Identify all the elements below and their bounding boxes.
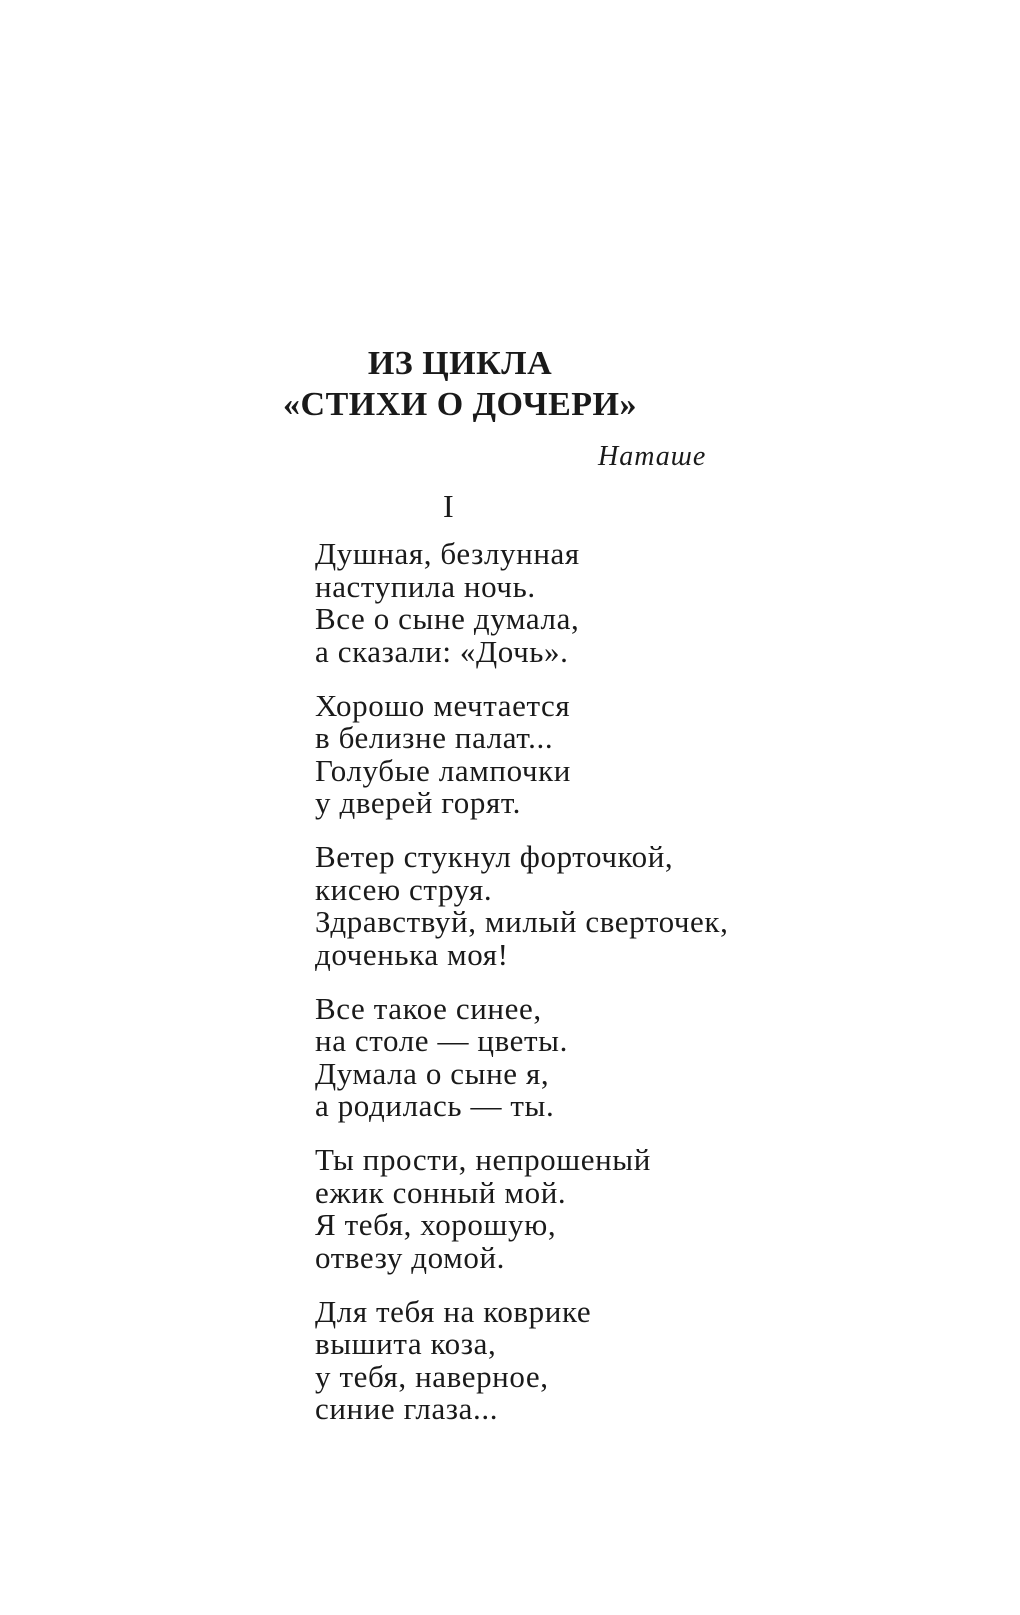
poem-line: а родилась — ты.	[315, 1088, 555, 1123]
poem-line: Душная, безлунная	[315, 536, 580, 571]
poem-line: у тебя, наверное,	[315, 1358, 549, 1394]
poem-line: Голубые лампочки	[315, 752, 571, 788]
poem-line: кисею струя.	[315, 871, 493, 907]
poem-line: Здравствуй, милый сверточек,	[315, 904, 729, 939]
poem-line: доченька моя!	[315, 936, 509, 972]
poem-line: Все такое синее,	[315, 990, 542, 1026]
title-line-1: ИЗ ЦИКЛА	[367, 345, 553, 382]
stanza	[315, 687, 995, 820]
title-line-2: «СТИХИ О ДОЧЕРИ»	[283, 386, 637, 423]
poem-line: отвезу домой.	[315, 1239, 506, 1275]
poem-line: у дверей горят.	[315, 785, 522, 820]
poem-line: а сказали: «Дочь».	[315, 633, 569, 669]
poem-cycle-title	[0, 343, 920, 425]
section-number: I	[443, 488, 454, 524]
poem-line: Ветер стукнул форточкой,	[315, 839, 674, 874]
poem-line: Для тебя на коврике	[315, 1293, 592, 1329]
poem-line: ежик сонный мой.	[315, 1174, 567, 1210]
poem-line: вышита коза,	[315, 1326, 497, 1361]
poem-line: Хорошо мечтается	[315, 687, 571, 723]
poem-line: Думала о сыне я,	[315, 1055, 550, 1091]
stanza	[315, 538, 995, 668]
stanza	[315, 990, 995, 1123]
stanza	[315, 1144, 995, 1274]
poem-line: наступила ночь.	[315, 568, 536, 604]
poem-line: синие глаза...	[315, 1391, 499, 1426]
poem-line: Я тебя, хорошую,	[315, 1207, 557, 1242]
poem-line: на столе — цветы.	[315, 1023, 568, 1058]
stanza	[315, 841, 995, 971]
poem-line: Ты прости, непрошеный	[315, 1142, 651, 1177]
dedication: Наташе	[598, 441, 707, 472]
poem-line: в белизне палат...	[315, 720, 554, 755]
stanza	[315, 1293, 995, 1426]
poem-line: Все о сыне думала,	[315, 601, 580, 636]
poem-body	[315, 538, 995, 1447]
